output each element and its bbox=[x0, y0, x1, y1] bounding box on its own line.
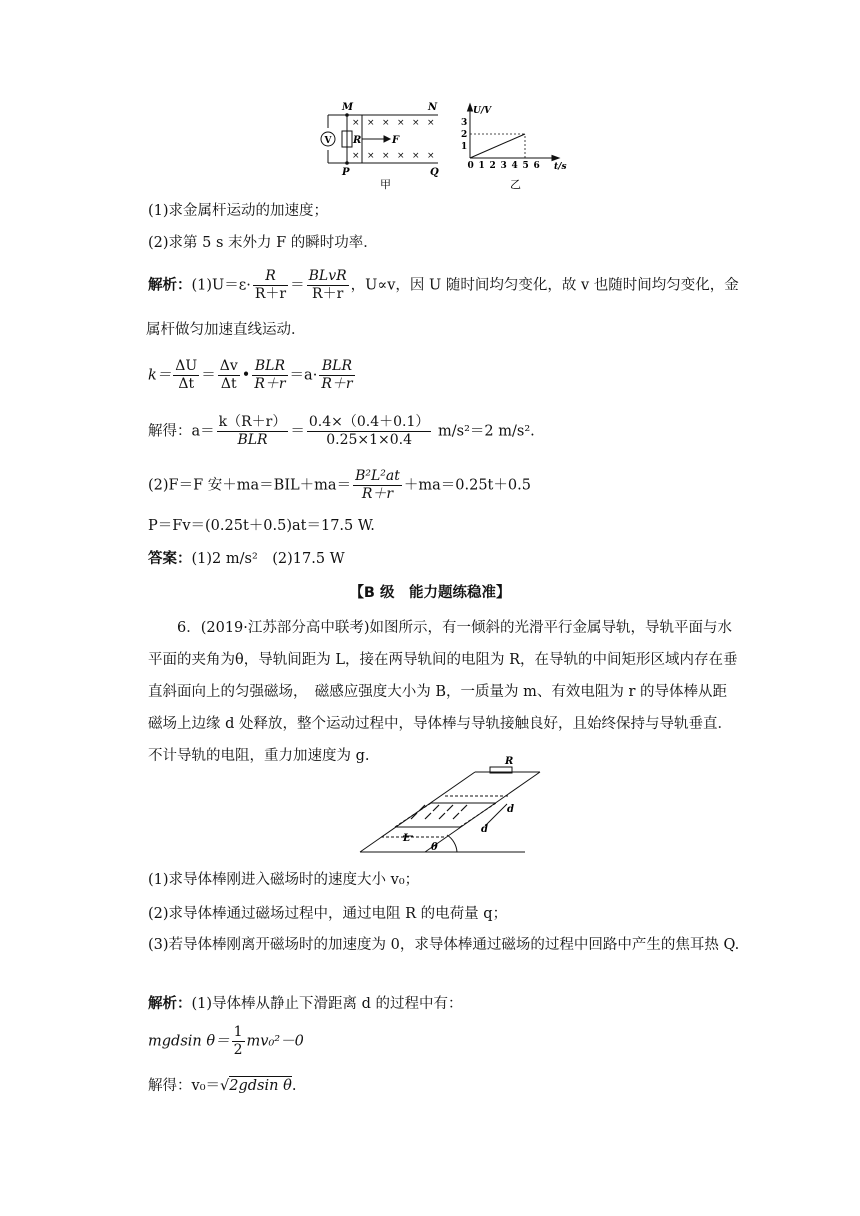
label-P: P bbox=[342, 167, 350, 178]
problem-6-q3: (3)若导体棒刚离开磁场时的加速度为 0，求导体棒通过磁场的过程中回路中产生的焦耳热 Q. bbox=[148, 937, 740, 953]
formula-text: (1)导体棒从静止下滑距离 d 的过程中有： bbox=[191, 996, 463, 1012]
caption-yi: 乙 bbox=[510, 178, 521, 191]
solution-label: 解析： bbox=[148, 995, 192, 1012]
fraction: $\frac{\Delta U}{\Delta t}$ bbox=[175, 358, 198, 392]
cross-mark: × bbox=[352, 118, 360, 128]
x-tick-label: 3 bbox=[500, 161, 507, 171]
incline-label-theta: θ bbox=[431, 842, 438, 853]
incline-figure bbox=[355, 734, 545, 860]
label-N: N bbox=[428, 102, 438, 113]
cross-mark: × bbox=[397, 118, 405, 128]
section-heading: 【B 级 能力题练稳准】 bbox=[349, 585, 511, 601]
formula-text: ＋ma＝0.25t＋0.5 bbox=[403, 477, 531, 494]
cross-mark: × bbox=[412, 118, 420, 128]
sqrt-content: 2gdsin θ bbox=[229, 1078, 292, 1094]
x-tick-label: 4 bbox=[511, 161, 518, 171]
fraction: $\frac{k(R+r)}{\text{BLR}}$ bbox=[218, 414, 287, 448]
formula-text: m/s²＝2 m/s². bbox=[433, 423, 535, 440]
x-tick-label: 0 bbox=[467, 161, 474, 171]
formula-text: mgdsin θ＝ bbox=[148, 1033, 230, 1050]
formula-text: ＝a· bbox=[289, 367, 318, 384]
answer-line bbox=[148, 549, 345, 569]
fraction: $\frac{1}{2}$ bbox=[233, 1024, 243, 1058]
solution-line-3 bbox=[148, 358, 357, 393]
y-tick-label: 1 bbox=[461, 142, 468, 152]
cross-mark: × bbox=[382, 151, 390, 161]
x-tick-label: 5 bbox=[522, 161, 529, 171]
formula-text: 解得：a＝ bbox=[148, 423, 215, 440]
cross-mark: × bbox=[397, 151, 405, 161]
y-tick-label: 3 bbox=[461, 118, 468, 128]
incline-label-R: R bbox=[505, 756, 514, 767]
caption-jia: 甲 bbox=[380, 178, 391, 191]
answer-text: (1)2 m/s² (2)17.5 W bbox=[191, 551, 345, 567]
graph-ylabel: U/V bbox=[473, 106, 492, 116]
cross-mark: × bbox=[427, 151, 435, 161]
label-R: R bbox=[353, 135, 362, 146]
solution-line-1 bbox=[148, 268, 739, 303]
circuit-figure bbox=[318, 100, 448, 192]
cross-mark: × bbox=[427, 118, 435, 128]
formula-text: k＝ bbox=[148, 367, 172, 384]
fraction: $\frac{\text{BLR}}{R+r}$ bbox=[321, 358, 353, 392]
cross-mark: × bbox=[352, 151, 360, 161]
formula-text: ，U∝v，因 U 随时间均匀变化，故 v 也随时间均匀变化，金 bbox=[350, 277, 739, 294]
question-2: (2)求第 5 s 末外力 F 的瞬时功率． bbox=[148, 235, 378, 251]
problem-6-equation-1 bbox=[148, 1024, 304, 1059]
problem-6-q1: (1)求导体棒刚进入磁场时的速度大小 v₀； bbox=[148, 872, 420, 888]
fraction: $\frac{\text{B²L²at}}{R+r}$ bbox=[355, 468, 400, 502]
sqrt-sign: √ bbox=[220, 1078, 230, 1094]
label-Q: Q bbox=[430, 167, 439, 178]
label-M: M bbox=[342, 102, 354, 113]
cross-mark: × bbox=[382, 118, 390, 128]
fraction: $\frac{\text{BLvR}}{R+r}$ bbox=[308, 268, 347, 302]
formula-text: (2)F＝F 安＋ma＝BIL＋ma＝ bbox=[148, 477, 352, 494]
incline-label-d2: d bbox=[481, 824, 488, 835]
fraction: $\frac{R}{R+r}$ bbox=[254, 268, 287, 302]
solution-line-5 bbox=[148, 468, 531, 503]
problem-6-solution-1 bbox=[148, 994, 463, 1014]
solution-line-4 bbox=[148, 414, 535, 449]
series-line bbox=[470, 134, 525, 158]
incline-label-d1: d bbox=[507, 804, 514, 815]
formula-text: • bbox=[241, 367, 251, 384]
fraction: $\frac{0.4\times(0.4+0.1)}{0.25\times 1\times 0.4}$ bbox=[308, 414, 430, 448]
fraction: $\frac{\Delta v}{\Delta t}$ bbox=[219, 358, 238, 392]
problem-6-equation-2 bbox=[148, 1076, 296, 1096]
cross-mark: × bbox=[367, 151, 375, 161]
answer-label: 答案： bbox=[148, 550, 192, 567]
problem-6-text: 6．(2019·江苏部分高中联考)如图所示，有一倾斜的光滑平行金属导轨，导轨平面与水平面的夹角为θ，导轨间距为 L，接在两导轨间的电阻为 R，在导轨的中间矩形区域内存在垂直斜面向上的匀强磁场， 磁感应强度大小为 B，一质量为 m、有效电阻为 r 的导体棒从距磁场上边缘 d 处释放，整个运动过程中，导体棒与导轨接触良好，且始终保持与导轨垂直．不计导轨的电阻，重力加速度为 g. bbox=[148, 620, 738, 764]
incline-label-L: L bbox=[403, 833, 411, 844]
y-tick-label: 2 bbox=[461, 130, 468, 140]
formula-text: ＝ bbox=[290, 423, 305, 440]
formula-text: (1)U＝ε· bbox=[191, 277, 251, 294]
x-tick-label: 6 bbox=[533, 161, 540, 171]
x-tick-label: 2 bbox=[489, 161, 496, 171]
cross-mark: × bbox=[412, 151, 420, 161]
fraction: $\frac{\text{BLR}}{R+r}$ bbox=[254, 358, 286, 392]
solution-line-2: 属杆做匀加速直线运动． bbox=[146, 322, 306, 338]
cross-mark: × bbox=[367, 118, 375, 128]
graph-xlabel: t/s bbox=[554, 162, 567, 172]
formula-text: 解得：v₀＝ bbox=[148, 1078, 221, 1094]
label-F: F bbox=[392, 135, 400, 146]
problem-6-q2: (2)求导体棒通过磁场过程中，通过电阻 R 的电荷量 q； bbox=[148, 906, 508, 922]
formula-text: mv₀²－0 bbox=[246, 1033, 304, 1050]
label-V: V bbox=[324, 136, 332, 146]
question-1: (1)求金属杆运动的加速度； bbox=[148, 203, 329, 219]
formula-text: ＝ bbox=[201, 367, 216, 384]
u-t-graph bbox=[455, 100, 575, 192]
solution-label: 解析： bbox=[148, 276, 192, 294]
formula-text: ＝ bbox=[290, 277, 305, 294]
formula-text: . bbox=[291, 1078, 297, 1094]
x-tick-label: 1 bbox=[478, 161, 485, 171]
solution-line-6: P＝Fv＝(0.25t＋0.5)at＝17.5 W. bbox=[148, 518, 375, 534]
